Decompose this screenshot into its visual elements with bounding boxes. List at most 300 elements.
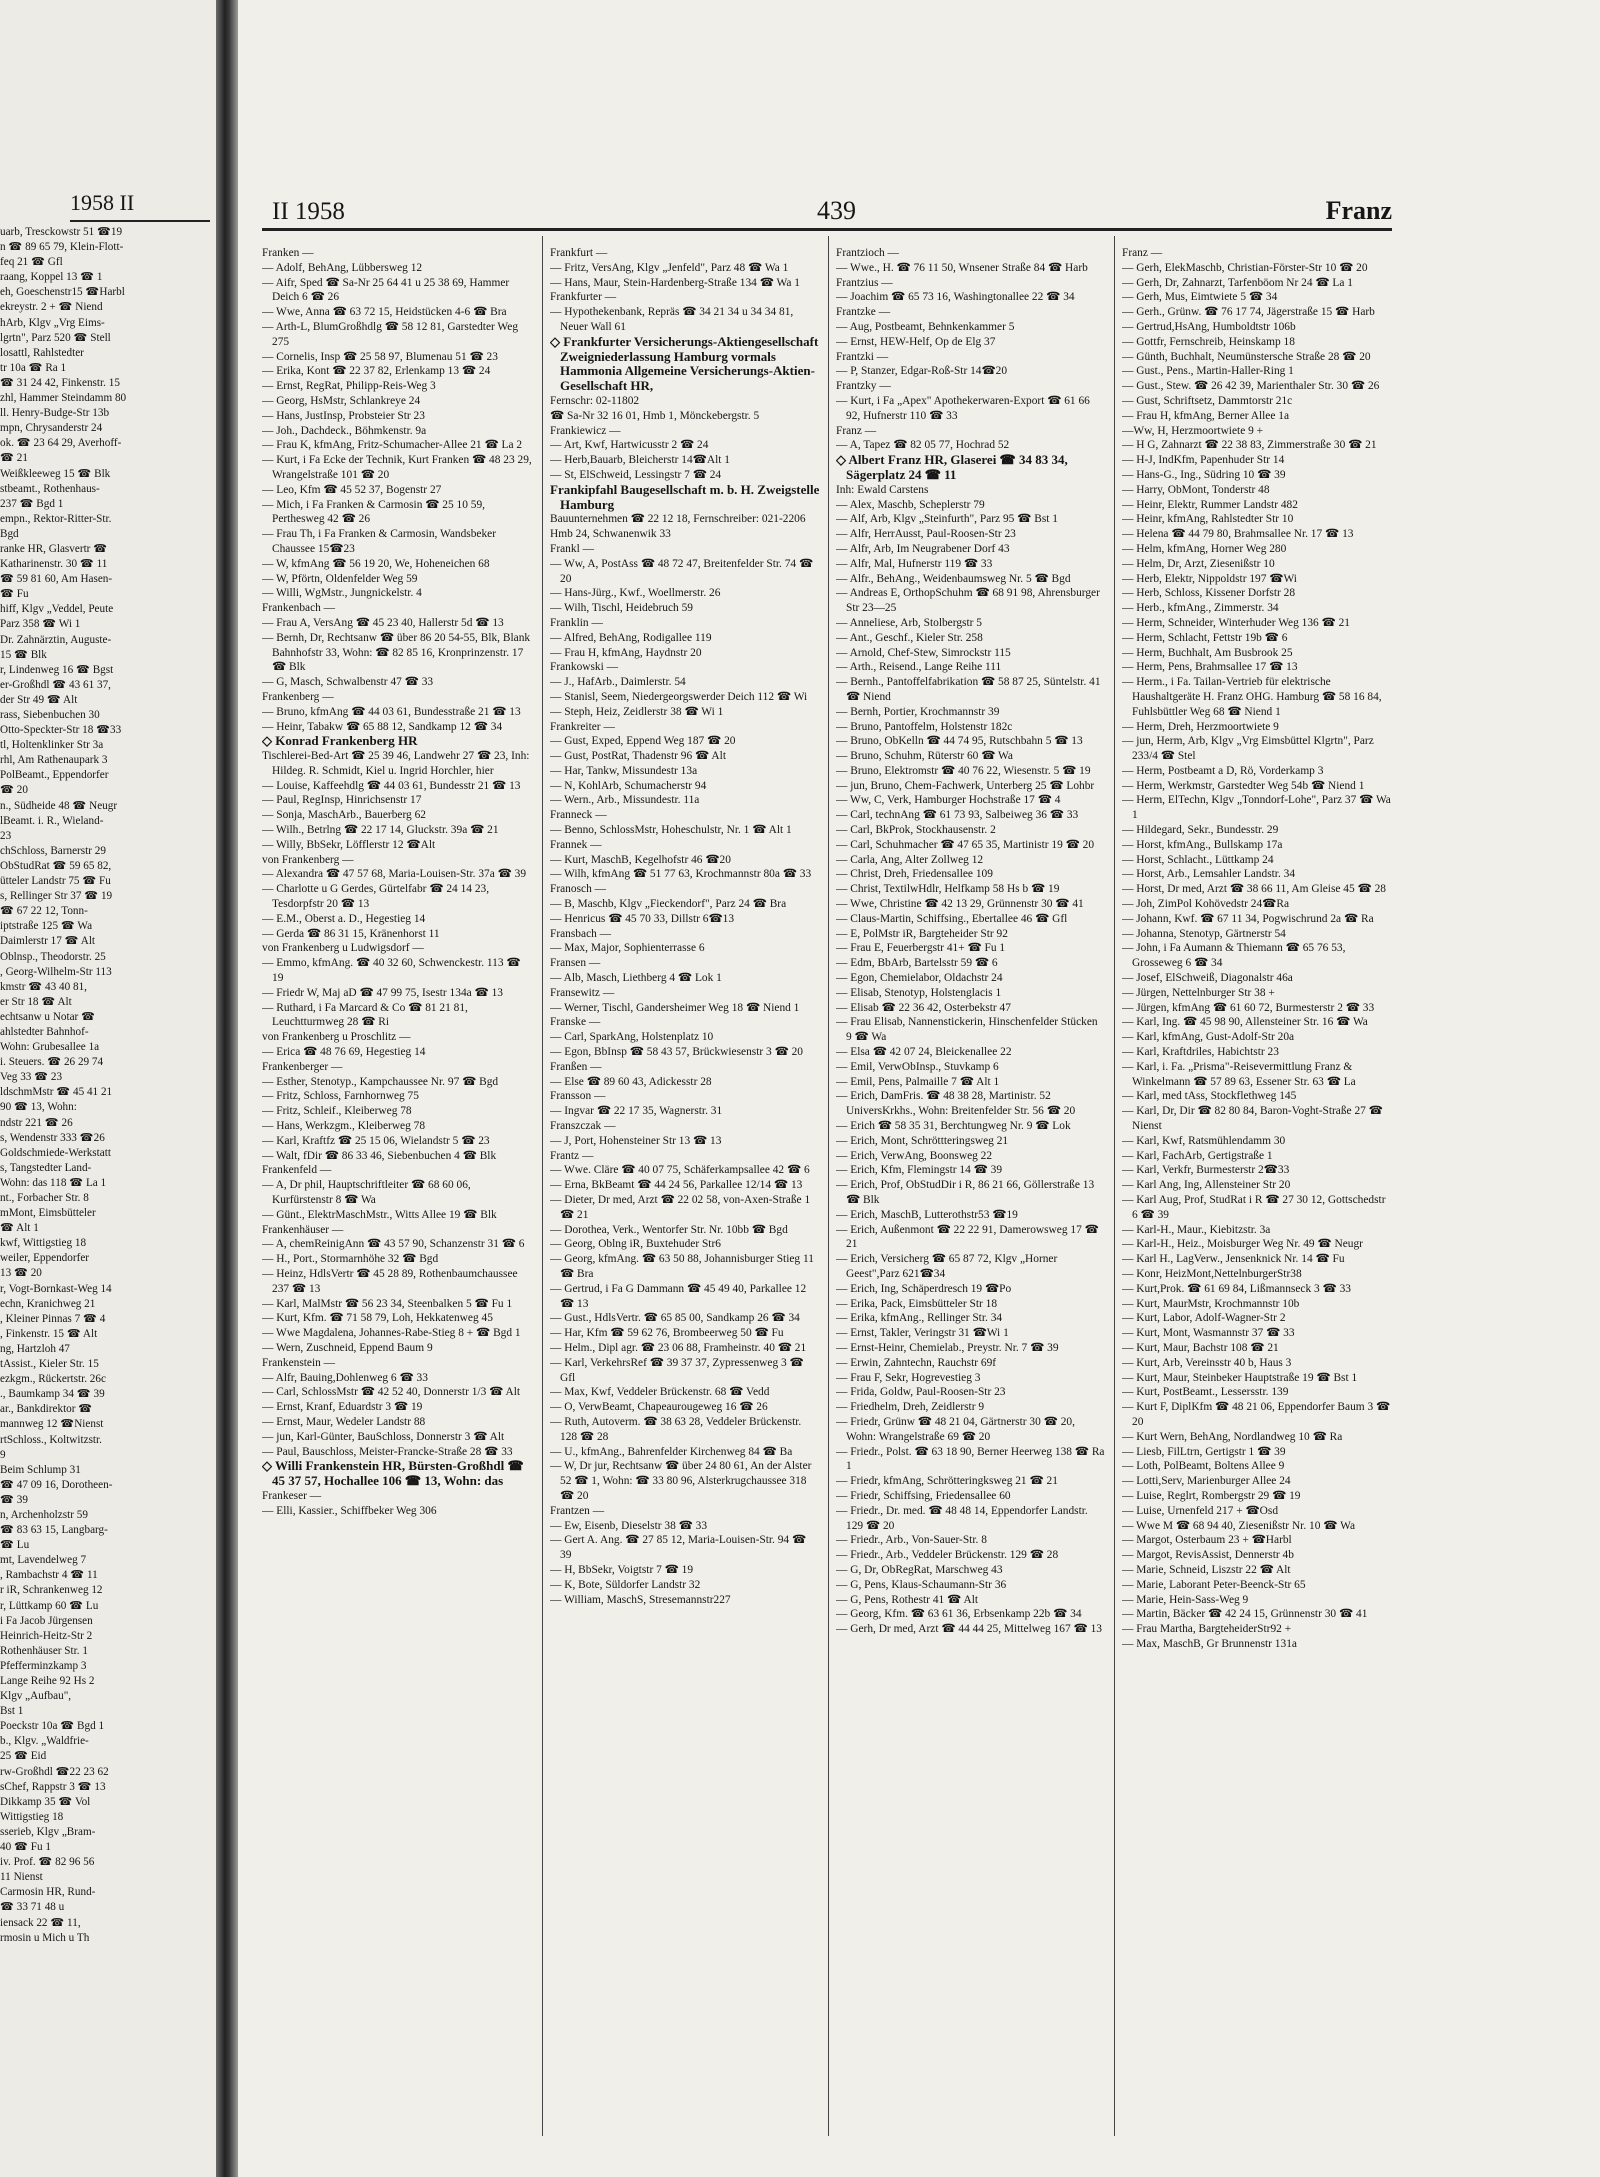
directory-entry: — Alfr, Bauing,Dohlenweg 6 ☎ 33 bbox=[262, 1371, 428, 1384]
left-page-line: n, Archenholzstr 59 bbox=[0, 1508, 88, 1521]
column-4 bbox=[1122, 246, 1392, 2146]
directory-entry: — Horst, kfmAng., Bullskamp 17a bbox=[1122, 838, 1283, 851]
left-page-line: ☎ 20 bbox=[0, 784, 28, 797]
left-page-line: tAssist., Kieler Str. 15 bbox=[0, 1358, 99, 1371]
directory-entry: — Frau F, Sekr, Hogrevestieg 3 bbox=[836, 1371, 981, 1384]
directory-entry: — Herm, Pens, Brahmsallee 17 ☎ 13 bbox=[1122, 661, 1298, 674]
directory-entry: — Fritz, Schloss, Farnhornweg 75 bbox=[262, 1090, 419, 1103]
directory-entry: — A, chemReinigAnn ☎ 43 57 90, Schanzenstr 31 ☎ 6 bbox=[262, 1238, 525, 1251]
directory-entry: — Margot, RevisAssist, Dennerstr 4b bbox=[1122, 1549, 1294, 1562]
directory-entry: Fransson — bbox=[550, 1090, 606, 1103]
directory-entry: — Kurt, Kfm. ☎ 71 58 79, Loh, Hekkatenweg 45 bbox=[262, 1312, 493, 1325]
left-page-line: sserieb, Klgv „Bram- bbox=[0, 1825, 96, 1838]
left-page-line: ll. Henry-Budge-Str 13b bbox=[0, 407, 110, 420]
directory-entry: — G, Dr, ObRegRat, Marschweg 43 bbox=[836, 1563, 1003, 1576]
left-page-line: ☎ 33 71 48 u bbox=[0, 1901, 65, 1914]
left-page-column bbox=[0, 225, 205, 1946]
left-page-line: weiler, Eppendorfer bbox=[0, 1252, 90, 1265]
left-page-line: ldschmMstr ☎ 45 41 21 bbox=[0, 1086, 113, 1099]
directory-entry: — Carl, BkProk, Stockhausenstr. 2 bbox=[836, 824, 996, 837]
directory-entry: — Ant., Geschf., Kieler Str. 258 bbox=[836, 631, 983, 644]
directory-entry: — Bernh., Pantoffelfabrikation ☎ 58 87 25, Süntelstr. 41 ☎ Niend bbox=[836, 676, 1101, 703]
directory-entry: — Alfr., BehAng., Weidenbaumsweg Nr. 5 ☎ Bgd bbox=[836, 572, 1071, 585]
left-page-line: ☎ 67 22 12, Tonn- bbox=[0, 905, 88, 918]
directory-entry: — Georg, HsMstr, Schlankreye 24 bbox=[262, 394, 421, 407]
directory-entry: — Else ☎ 89 60 43, Adickesstr 28 bbox=[550, 1075, 712, 1088]
directory-entry: — P, Stanzer, Edgar-Roß-Str 14☎20 bbox=[836, 365, 1008, 378]
directory-entry: — Friedr., Arb., Von-Sauer-Str. 8 bbox=[836, 1534, 987, 1547]
directory-entry: — Paul, Bauschloss, Meister-Francke-Straße 28 ☎ 33 bbox=[262, 1445, 513, 1458]
directory-entry: — Günt., ElektrMaschMstr., Witts Allee 19 ☎ Blk bbox=[262, 1208, 497, 1221]
directory-entry: — Herb,Bauarb, Bleicherstr 14☎Alt 1 bbox=[550, 454, 730, 467]
left-page-line: ., Baumkamp 34 ☎ 39 bbox=[0, 1388, 105, 1401]
left-page-line: ☎ 83 63 15, Langbarg- bbox=[0, 1524, 108, 1537]
directory-entry: — Frau Elisab, Nannenstickerin, Hinschenfelder Stücken 9 ☎ Wa bbox=[836, 1016, 1098, 1044]
directory-entry: — Herm, Werkmstr, Garstedter Weg 54b ☎ Niend 1 bbox=[1122, 779, 1365, 792]
directory-entry: — Hypothekenbank, Repräs ☎ 34 21 34 u 34 34 81, Neuer Wall 61 bbox=[550, 306, 794, 333]
directory-entry: Frankowski — bbox=[550, 661, 619, 674]
directory-entry: — Kurt, Arb, Vereinsstr 40 b, Haus 3 bbox=[1122, 1356, 1292, 1369]
directory-entry: — Gust., Pens., Martin-Haller-Ring 1 bbox=[1122, 365, 1294, 378]
directory-entry: — Alfred, BehAng, Rodigallee 119 bbox=[550, 631, 712, 644]
directory-entry: — Karl, med tAss, Stockflethweg 145 bbox=[1122, 1090, 1297, 1103]
directory-entry: — Bernh, Dr, Rechtsanw ☎ über 86 20 54-55, Blk, Blank Bahnhofstr 33, Wohn: ☎ 82 85 16, Kronprinzenstr. 17 ☎ Blk bbox=[262, 631, 531, 674]
directory-entry: — Dieter, Dr med, Arzt ☎ 22 02 58, von-Axen-Straße 1 ☎ 21 bbox=[550, 1194, 811, 1221]
directory-entry: — Marie, Hein-Sass-Weg 9 bbox=[1122, 1593, 1249, 1606]
header-keyword: Franz bbox=[1325, 196, 1392, 225]
directory-entry: — Joachim ☎ 65 73 16, Washingtonallee 22 ☎ 34 bbox=[836, 291, 1075, 304]
directory-entry: — Aug, Postbeamt, Behnkenkammer 5 bbox=[836, 320, 1015, 333]
directory-entry: — Lotti,Serv, Marienburger Allee 24 bbox=[1122, 1475, 1291, 1488]
left-page-line: ☎ Fu bbox=[0, 588, 29, 601]
directory-entry: — Walt, fDir ☎ 86 33 46, Siebenbuchen 4 ☎ Blk bbox=[262, 1149, 497, 1162]
directory-entry: — Esther, Stenotyp., Kampchaussee Nr. 97 ☎ Bgd bbox=[262, 1075, 499, 1088]
directory-entry: — William, MaschS, Stresemannstr227 bbox=[550, 1593, 731, 1606]
left-page-line: hArb, Klgv „Vrg Eims- bbox=[0, 316, 105, 329]
left-page-line: 90 ☎ 13, Wohn: bbox=[0, 1101, 77, 1114]
directory-entry: — Erich, Kfm, Flemingstr 14 ☎ 39 bbox=[836, 1164, 1003, 1177]
directory-entry: — G, Masch, Schwalbenstr 47 ☎ 33 bbox=[262, 676, 434, 689]
directory-entry: — Elisab, Stenotyp, Holstenglacis 1 bbox=[836, 986, 1002, 999]
directory-entry: — Horst, Arb., Lemsahler Landstr. 34 bbox=[1122, 868, 1296, 881]
directory-entry: Frankiewicz — bbox=[550, 424, 621, 437]
directory-entry: Frankenbach — bbox=[262, 602, 336, 615]
directory-entry: —Ww, H, Herzmoortwiete 9 + bbox=[1122, 424, 1264, 437]
left-page-line: Carmosin HR, Rund- bbox=[0, 1886, 96, 1899]
directory-entry: — Karl, Dr, Dir ☎ 82 80 84, Baron-Voght-Straße 27 ☎ Nienst bbox=[1122, 1105, 1383, 1133]
left-page-line: Rothenhäuser Str. 1 bbox=[0, 1644, 88, 1657]
directory-entry: — Friedr W, Maj aD ☎ 47 99 75, Isestr 134a ☎ 13 bbox=[262, 986, 503, 999]
directory-entry: — Carl, Schuhmacher ☎ 47 65 35, Martinistr 19 ☎ 20 bbox=[836, 838, 1095, 851]
directory-entry: — Friedr., Dr. med. ☎ 48 48 14, Eppendorfer Landstr. 129 ☎ 20 bbox=[836, 1504, 1088, 1532]
left-page-line: empn., Rektor-Ritter-Str. bbox=[0, 512, 112, 525]
directory-entry: — Fritz, VersAng, Klgv „Jenfeld", Parz 48 ☎ Wa 1 bbox=[550, 261, 789, 274]
directory-entry: — Jürgen, kfmAng ☎ 61 60 72, Burmesterstr 2 ☎ 33 bbox=[1122, 1001, 1375, 1014]
left-page-line: ekreystr. 2 + ☎ Niend bbox=[0, 301, 103, 314]
left-page-line: s, Tangstedter Land- bbox=[0, 1161, 92, 1174]
left-page bbox=[0, 0, 216, 2177]
left-page-line: Daimlerstr 17 ☎ Alt bbox=[0, 935, 96, 948]
directory-entry: — Horst, Dr med, Arzt ☎ 38 66 11, Am Gleise 45 ☎ 28 bbox=[1122, 883, 1386, 896]
page-number: 439 bbox=[817, 196, 856, 225]
left-page-line: ndstr 221 ☎ 26 bbox=[0, 1116, 73, 1129]
left-page-line: ☎ 31 24 42, Finkenstr. 15 bbox=[0, 376, 120, 389]
book-gutter bbox=[216, 0, 238, 2177]
directory-entry: — Wwe Magdalena, Johannes-Rabe-Stieg 8 + ☎ Bgd 1 bbox=[262, 1327, 521, 1340]
left-page-line: n ☎ 89 65 79, Klein-Flott- bbox=[0, 241, 124, 254]
directory-entry: — Herb, Schloss, Kissener Dorfstr 28 bbox=[1122, 587, 1296, 600]
directory-entry: — Sonja, MaschArb., Bauerberg 62 bbox=[262, 809, 426, 822]
left-page-line: 15 ☎ Blk bbox=[0, 648, 47, 661]
left-page-line: Goldschmiede-Werkstatt bbox=[0, 1146, 111, 1159]
directory-entry: Tischlerei-Bed-Art ☎ 25 39 46, Landwehr 27 ☎ 23, Inh: Hildeg. R. Schmidt, Kiel u. Ingrid Horchler, hier bbox=[262, 750, 530, 777]
directory-entry: — Liesb, FilLtrn, Gertigstr 1 ☎ 39 bbox=[1122, 1445, 1286, 1458]
directory-entry: — B, Maschb, Klgv „Fieckendorf", Parz 24 ☎ Bra bbox=[550, 898, 787, 911]
left-page-line: 13 ☎ 20 bbox=[0, 1267, 42, 1280]
left-page-line: rmosin u Mich u Th bbox=[0, 1931, 90, 1944]
directory-entry: — Ruth, Autoverm. ☎ 38 63 28, Veddeler Brückenstr. 128 ☎ 28 bbox=[550, 1415, 802, 1443]
left-page-line: nt., Forbacher Str. 8 bbox=[0, 1192, 89, 1204]
directory-entry: — Ernst-Heinr, Chemielab., Preystr. Nr. 7 ☎ 39 bbox=[836, 1341, 1059, 1354]
left-page-line: Bgd bbox=[0, 527, 19, 540]
directory-entry: — Luise, Reglrt, Rombergstr 29 ☎ 19 bbox=[1122, 1489, 1301, 1502]
directory-entry: — G, Pens, Rothestr 41 ☎ Alt bbox=[836, 1593, 979, 1606]
directory-entry: Fransbach — bbox=[550, 927, 612, 940]
directory-entry: — Kurt F, DiplKfm ☎ 48 21 06, Eppendorfer Baum 3 ☎ 20 bbox=[1122, 1401, 1391, 1428]
directory-entry: — N, KohlArb, Schumacherstr 94 bbox=[550, 779, 707, 792]
directory-entry: — Karl, Kraftfz ☎ 25 15 06, Wielandstr 5 ☎ 23 bbox=[262, 1134, 490, 1147]
directory-entry: — Loth, PolBeamt, Boltens Allee 9 bbox=[1122, 1460, 1285, 1473]
directory-entry: — Gottfr, Fernschreib, Heinskamp 18 bbox=[1122, 335, 1295, 348]
directory-entry: — jun, Bruno, Chem-Fachwerk, Unterberg 25 ☎ Lohbr bbox=[836, 779, 1095, 792]
directory-entry: Frantzen — bbox=[550, 1504, 605, 1517]
left-page-line: 40 ☎ Fu 1 bbox=[0, 1841, 51, 1854]
left-page-line: 9 bbox=[0, 1448, 6, 1461]
directory-entry: — Kurt,Prok. ☎ 61 69 84, Lißmannseck 3 ☎ 33 bbox=[1122, 1282, 1351, 1295]
directory-entry: Frankenhäuser — bbox=[262, 1223, 344, 1236]
directory-entry: — Frau Th, i Fa Franken & Carmosin, Wandsbeker Chaussee 15☎23 bbox=[262, 528, 497, 555]
left-page-line: Dikkamp 35 ☎ Vol bbox=[0, 1795, 91, 1808]
directory-entry: — Kurt, PostBeamt., Lessersstr. 139 bbox=[1122, 1386, 1289, 1399]
directory-entry: — Arnold, Chef-Stew, Simrockstr 115 bbox=[836, 646, 1011, 659]
left-page-line: r, Lindenweg 16 ☎ Bgst bbox=[0, 663, 114, 676]
directory-entry: Fernschr: 02-11802 bbox=[550, 394, 640, 407]
directory-entry: Frantzius — bbox=[836, 276, 893, 289]
left-page-line: losattl, Rahlstedter bbox=[0, 346, 84, 359]
left-page-line: ObStudRat ☎ 59 65 82, bbox=[0, 859, 112, 872]
left-page-line: ☎ 47 09 16, Dorotheen- bbox=[0, 1478, 113, 1491]
directory-entry: — Johanna, Stenotyp, Gärtnerstr 54 bbox=[1122, 927, 1286, 940]
directory-entry: — Erich, Prof, ObStudDir i R, 86 21 66, Göllerstraße 13 ☎ Blk bbox=[836, 1179, 1095, 1206]
directory-entry: ◇ Willi Frankenstein HR, Bürsten-Großhdl ☎ 45 37 57, Hochallee 106 ☎ 13, Wohn: das bbox=[262, 1458, 524, 1489]
directory-entry: — Karl Aug, Prof, StudRat i R ☎ 27 30 12, Gottschedstr 6 ☎ 39 bbox=[1122, 1194, 1386, 1221]
directory-entry: — Willy, BbSekr, Löfflerstr 12 ☎Alt bbox=[262, 838, 436, 851]
directory-entry: Franßen — bbox=[550, 1060, 602, 1073]
directory-entry: — Ernst, RegRat, Philipp-Reis-Weg 3 bbox=[262, 380, 436, 393]
directory-entry: — Harry, ObMont, Tonderstr 48 bbox=[1122, 483, 1270, 496]
directory-entry: — Herm, Schneider, Winterhuder Weg 136 ☎ 21 bbox=[1122, 616, 1350, 629]
directory-entry: — Heinz, HdlsVertr ☎ 45 28 89, Rothenbaumchaussee 237 ☎ 13 bbox=[262, 1267, 518, 1295]
directory-entry: — Egon, Chemielabor, Oldachstr 24 bbox=[836, 972, 1003, 985]
directory-entry: — Gerh, Mus, Eimtwiete 5 ☎ 34 bbox=[1122, 291, 1278, 304]
directory-entry: — Wwe. Cläre ☎ 40 07 75, Schäferkampsallee 42 ☎ 6 bbox=[550, 1164, 810, 1177]
left-page-line: , Rambachstr 4 ☎ 11 bbox=[0, 1569, 98, 1582]
directory-entry: — Wern., Arb., Missundestr. 11a bbox=[550, 794, 700, 807]
directory-entry: — Adolf, BehAng, Lübbersweg 12 bbox=[262, 261, 423, 274]
directory-entry: — Bruno, Schuhm, Rüterstr 60 ☎ Wa bbox=[836, 750, 1013, 763]
left-page-line: s, Wendenstr 333 ☎26 bbox=[0, 1131, 105, 1144]
directory-entry: Frantz — bbox=[550, 1149, 594, 1162]
directory-entry: — Wwe, Anna ☎ 63 72 15, Heidstücken 4-6 ☎ Bra bbox=[262, 306, 507, 319]
directory-entry: Frannek — bbox=[550, 838, 602, 851]
directory-entry: — Friedr, kfmAng, Schrötteringksweg 21 ☎ 21 bbox=[836, 1475, 1058, 1488]
directory-entry: — Herb., kfmAng., Zimmerstr. 34 bbox=[1122, 602, 1279, 615]
directory-entry: — Herm, Schlacht, Fettstr 19b ☎ 6 bbox=[1122, 631, 1288, 644]
directory-entry: — Kurt, i Fa Ecke der Technik, Kurt Franken ☎ 48 23 29, Wrangelstraße 101 ☎ 20 bbox=[262, 454, 532, 481]
directory-entry: — Karl, VerkehrsRef ☎ 39 37 37, Zypressenweg 3 ☎ Gfl bbox=[550, 1356, 804, 1384]
directory-entry: — Louise, Kaffeehdlg ☎ 44 03 61, Bundesstr 21 ☎ 13 bbox=[262, 779, 521, 792]
left-page-line: ☎ Lu bbox=[0, 1539, 30, 1552]
directory-entry: — Bruno, kfmAng ☎ 44 03 61, Bundesstraße 21 ☎ 13 bbox=[262, 705, 521, 718]
directory-entry: — Johann, Kwf. ☎ 67 11 34, Pogwischrund 2a ☎ Ra bbox=[1122, 912, 1374, 925]
directory-entry: — Frida, Goldw, Paul-Roosen-Str 23 bbox=[836, 1386, 1006, 1399]
column-divider bbox=[1114, 236, 1115, 2136]
left-page-line: ar., Bankdirektor ☎ bbox=[0, 1403, 93, 1416]
directory-entry: — Max, Major, Sophienterrasse 6 bbox=[550, 942, 705, 955]
directory-entry: Fransen — bbox=[550, 957, 601, 970]
left-page-line: Wittigstieg 18 bbox=[0, 1810, 64, 1823]
directory-entry: — Max, MaschB, Gr Brunnenstr 131a bbox=[1122, 1637, 1297, 1650]
left-page-line: r, Lüttkamp 60 ☎ Lu bbox=[0, 1599, 99, 1612]
directory-entry: — W, Pförtn, Oldenfelder Weg 59 bbox=[262, 572, 418, 585]
left-page-line: iensack 22 ☎ 11, bbox=[0, 1916, 81, 1929]
directory-entry: — Alfr, Arb, Im Neugrabener Dorf 43 bbox=[836, 542, 1010, 555]
left-page-line: echn, Kranichweg 21 bbox=[0, 1297, 96, 1310]
directory-entry: — Bruno, ObKelln ☎ 44 74 95, Rutschbahn 5 ☎ 13 bbox=[836, 735, 1083, 748]
directory-entry: ◇ Albert Franz HR, Glaserei ☎ 34 83 34, Sägerplatz 24 ☎ 11 bbox=[836, 452, 1068, 482]
left-page-line: uarb, Tresckowstr 51 ☎19 bbox=[0, 226, 123, 238]
left-page-line: hiff, Klgv „Veddel, Peute bbox=[0, 603, 114, 616]
left-page-line: b., Klgv. „Waldfrie- bbox=[0, 1735, 89, 1748]
directory-entry: — Egon, BbInsp ☎ 58 43 57, Brückwiesenstr 3 ☎ 20 bbox=[550, 1046, 804, 1059]
directory-entry: — Helm, Dr, Arzt, Ziesenißstr 10 bbox=[1122, 557, 1275, 570]
directory-entry: Frankenfeld — bbox=[262, 1164, 332, 1177]
directory-entry: — Carl, SparkAng, Holstenplatz 10 bbox=[550, 1031, 714, 1044]
directory-entry: — Wwe M ☎ 68 94 40, Ziesenißstr Nr. 10 ☎ Wa bbox=[1122, 1519, 1355, 1532]
directory-entry: — Erna, BkBeamt ☎ 44 24 56, Parkallee 12/14 ☎ 13 bbox=[550, 1179, 803, 1192]
directory-entry: — Carl, SchlossMstr ☎ 42 52 40, Donnerstr 1/3 ☎ Alt bbox=[262, 1386, 521, 1399]
directory-entry: — Heinr, Tabakw ☎ 65 88 12, Sandkamp 12 ☎ 34 bbox=[262, 720, 503, 733]
directory-entry: — Andreas E, OrthopSchuhm ☎ 68 91 98, Ahrensburger Str 23—25 bbox=[836, 587, 1100, 615]
directory-entry: Frantzioch — bbox=[836, 247, 899, 259]
directory-entry: — Hans, Werkzgm., Kleiberweg 78 bbox=[262, 1120, 426, 1133]
directory-entry: — Gust, Schriftsetz, Dammtorstr 21c bbox=[1122, 394, 1293, 407]
directory-entry: — Frau Martha, BargteheiderStr92 + bbox=[1122, 1623, 1292, 1636]
directory-entry: — Horst, Schlacht., Lüttkamp 24 bbox=[1122, 853, 1274, 866]
directory-entry: — Herm, Buchhalt, Am Busbrook 25 bbox=[1122, 646, 1293, 659]
directory-entry: — J., HafArb., Daimlerstr. 54 bbox=[550, 676, 686, 689]
directory-entry: — Heinr, Elektr, Rummer Landstr 482 bbox=[1122, 498, 1298, 511]
directory-entry: — Heinr, kfmAng, Rahlstedter Str 10 bbox=[1122, 513, 1294, 526]
left-page-line: rhl, Am Rathenaupark 3 bbox=[0, 754, 108, 767]
directory-entry: — Kurt, Mont, Wasmannstr 37 ☎ 33 bbox=[1122, 1327, 1295, 1340]
directory-entry: — Wwe, Christine ☎ 42 13 29, Grünnenstr 30 ☎ 41 bbox=[836, 898, 1084, 911]
directory-entry: — Dorothea, Verk., Wentorfer Str. Nr. 10bb ☎ Bgd bbox=[550, 1223, 788, 1236]
directory-entry: — Friedr, Grünw ☎ 48 21 04, Gärtnerstr 30 ☎ 20, Wohn: Wrangelstraße 69 ☎ 20 bbox=[836, 1415, 1075, 1443]
directory-entry: — Henricus ☎ 45 70 33, Dillstr 6☎13 bbox=[550, 912, 735, 925]
directory-entry: — Frau A, VersAng ☎ 45 23 40, Hallerstr 5d ☎ 13 bbox=[262, 616, 504, 629]
directory-entry: — Frau K, kfmAng, Fritz-Schumacher-Allee 21 ☎ La 2 bbox=[262, 439, 523, 452]
left-page-line: Katharinenstr. 30 ☎ 11 bbox=[0, 558, 108, 571]
directory-entry: — Herb, Elektr, Nippoldstr 197 ☎Wi bbox=[1122, 572, 1297, 585]
directory-entry: — Helm, kfmAng, Horner Weg 280 bbox=[1122, 542, 1287, 555]
directory-entry: — Luise, Urnenfeld 217 + ☎Osd bbox=[1122, 1504, 1279, 1517]
directory-entry: — Karl, Kwf, Ratsmühlendamm 30 bbox=[1122, 1134, 1286, 1147]
directory-entry: Fransewitz — bbox=[550, 986, 615, 999]
directory-entry: — Ww, A, PostAss ☎ 48 72 47, Breitenfelder Str. 74 ☎ 20 bbox=[550, 557, 814, 585]
directory-entry: — H., Port., Stormarnhöhe 32 ☎ Bgd bbox=[262, 1253, 439, 1266]
left-page-line: Oblnsp., Theodorstr. 25 bbox=[0, 950, 106, 963]
column-1 bbox=[262, 246, 532, 2146]
directory-entry: — Kurt, Maur, Steinbeker Hauptstraße 19 ☎ Bst 1 bbox=[1122, 1371, 1358, 1384]
directory-entry: — Hildegard, Sekr., Bundesstr. 29 bbox=[1122, 824, 1279, 837]
left-page-line: Poeckstr 10a ☎ Bgd 1 bbox=[0, 1720, 105, 1733]
directory-entry: — Georg, Oblng iR, Buxtehuder Str6 bbox=[550, 1238, 721, 1251]
directory-entry: — Karl, Ing. ☎ 45 98 90, Allensteiner Str. 16 ☎ Wa bbox=[1122, 1016, 1368, 1029]
directory-entry: — Georg, kfmAng. ☎ 63 50 88, Johannisburger Stieg 11 ☎ Bra bbox=[550, 1253, 814, 1280]
directory-entry: — St, ElSchweid, Lessingstr 7 ☎ 24 bbox=[550, 468, 722, 481]
directory-entry: — Marie, Schneid, Liszstr 22 ☎ Alt bbox=[1122, 1563, 1291, 1576]
directory-entry: — Mich, i Fa Franken & Carmosin ☎ 25 10 59, Perthesweg 42 ☎ 26 bbox=[262, 498, 486, 526]
directory-entry: — Cornelis, Insp ☎ 25 58 97, Blumenau 51 ☎ 23 bbox=[262, 350, 498, 363]
directory-entry: von Frankenberg u Ludwigsdorf — bbox=[262, 942, 424, 955]
directory-entry: — Herm, ElTechn, Klgv „Tonndorf-Lohe", Parz 37 ☎ Wa 1 bbox=[1122, 794, 1391, 822]
directory-entry: — Erich, Ing, Schäperdresch 19 ☎Po bbox=[836, 1282, 1012, 1295]
directory-entry: — Wilh, Tischl, Heidebruch 59 bbox=[550, 602, 693, 615]
directory-entry: — Gertrud,HsAng, Humboldtstr 106b bbox=[1122, 320, 1296, 333]
directory-entry: Franken — bbox=[262, 247, 314, 259]
directory-entry: — Ingvar ☎ 22 17 35, Wagnerstr. 31 bbox=[550, 1105, 723, 1118]
left-page-line: Lange Reihe 92 Hs 2 bbox=[0, 1675, 95, 1687]
directory-entry: — Erich, MaschB, Lutterothstr53 ☎19 bbox=[836, 1208, 1018, 1221]
directory-entry: — Alex, Maschb, Scheplerstr 79 bbox=[836, 498, 985, 511]
directory-entry: — Ruthard, i Fa Marcard & Co ☎ 81 21 81, Leuchtturmweg 28 ☎ Ri bbox=[262, 1001, 468, 1029]
directory-entry: Hmb 24, Schwanenwik 33 bbox=[550, 528, 671, 541]
directory-entry: — Friedhelm, Dreh, Zeidlerstr 9 bbox=[836, 1401, 985, 1414]
left-page-line: zhl, Hammer Steindamm 80 bbox=[0, 392, 127, 405]
directory-entry: Frankfurter — bbox=[550, 291, 617, 304]
directory-entry: — Bernh, Portier, Krochmannstr 39 bbox=[836, 705, 1000, 718]
directory-entry: — Benno, SchlossMstr, Hoheschulstr, Nr. 1 ☎ Alt 1 bbox=[550, 824, 792, 837]
directory-entry: — Frau H, kfmAng, Haydnstr 20 bbox=[550, 646, 702, 659]
directory-entry: — Erich, DamFris. ☎ 48 38 28, Martinistr. 52 UniversKrkhs., Wohn: Breitenfelder Str. 56 ☎ 20 bbox=[836, 1090, 1076, 1118]
directory-page bbox=[262, 180, 1392, 2140]
left-page-line: ☎ 39 bbox=[0, 1493, 28, 1506]
left-page-line: chSchloss, Barnerstr 29 bbox=[0, 844, 106, 857]
left-page-line: Dr. Zahnärztin, Auguste- bbox=[0, 633, 112, 646]
left-page-line: mt, Lavendelweg 7 bbox=[0, 1554, 87, 1567]
directory-entry: — Gust., HdlsVertr. ☎ 65 85 00, Sandkamp 26 ☎ 34 bbox=[550, 1312, 800, 1325]
left-page-line: PolBeamt., Eppendorfer bbox=[0, 769, 109, 782]
directory-entry: — Frau H, kfmAng, Berner Allee 1a bbox=[1122, 409, 1290, 422]
directory-entry: — Hans, JustInsp, Probsteier Str 23 bbox=[262, 409, 425, 422]
directory-entry: — Kurt, Labor, Adolf-Wagner-Str 2 bbox=[1122, 1312, 1286, 1325]
directory-entry: — Karl, kfmAng, Gust-Adolf-Str 20a bbox=[1122, 1031, 1295, 1044]
directory-entry: Inh: Ewald Carstens bbox=[836, 483, 929, 496]
directory-entry: — H G, Zahnarzt ☎ 22 38 83, Zimmerstraße 30 ☎ 21 bbox=[1122, 439, 1377, 452]
left-page-line: r iR, Schrankenweg 12 bbox=[0, 1584, 103, 1597]
directory-entry: — E.M., Oberst a. D., Hegestieg 14 bbox=[262, 912, 426, 925]
directory-entry: — Wwe., H. ☎ 76 11 50, Wnsener Straße 84 ☎ Harb bbox=[836, 261, 1088, 274]
left-page-line: kwf, Wittigstieg 18 bbox=[0, 1237, 87, 1250]
directory-entry: — A, Tapez ☎ 82 05 77, Hochrad 52 bbox=[836, 439, 1010, 452]
left-page-line: Wohn: Grubesallee 1a bbox=[0, 1041, 100, 1054]
directory-entry: — Werner, Tischl, Gandersheimer Weg 18 ☎ Niend 1 bbox=[550, 1001, 800, 1014]
left-page-line: ng, Hartzloh 47 bbox=[0, 1342, 70, 1355]
directory-entry: Frankenberg — bbox=[262, 690, 334, 703]
left-page-line: 23 bbox=[0, 829, 12, 842]
left-page-line: rass, Siebenbuchen 30 bbox=[0, 709, 100, 721]
directory-entry: Frankfurt — bbox=[550, 247, 608, 259]
left-page-line: sChef, Rappstr 3 ☎ 13 bbox=[0, 1780, 106, 1793]
directory-entry: — Kurt, i Fa „Apex" Apothekerwaren-Export ☎ 61 66 92, Hufnerstr 110 ☎ 33 bbox=[836, 394, 1090, 422]
directory-entry: — Wilh, kfmAng ☎ 51 77 63, Krochmannstr 80a ☎ 33 bbox=[550, 868, 812, 881]
left-page-line: i. Steuers. ☎ 26 29 74 bbox=[0, 1056, 104, 1069]
directory-entry: Frankenstein — bbox=[262, 1356, 336, 1369]
left-page-line: n., Südheide 48 ☎ Neugr bbox=[0, 799, 118, 812]
left-page-line: 11 Nienst bbox=[0, 1871, 43, 1884]
directory-entry: — Hans-Jürg., Kwf., Woellmerstr. 26 bbox=[550, 587, 721, 600]
directory-entry: — E, PolMstr iR, Bargteheider Str 92 bbox=[836, 927, 1008, 940]
left-page-line: ☎ 59 81 60, Am Hasen- bbox=[0, 573, 113, 586]
directory-entry: — Carl, technAng ☎ 61 73 93, Salbeiweg 36 ☎ 33 bbox=[836, 809, 1079, 822]
directory-entry: — Stanisl, Seem, Niedergeorgswerder Deich 112 ☎ Wi bbox=[550, 690, 808, 703]
directory-entry: — Gust, PostRat, Thadenstr 96 ☎ Alt bbox=[550, 750, 726, 763]
directory-entry: — Herm, Postbeamt a D, Rö, Vorderkamp 3 bbox=[1122, 764, 1324, 777]
directory-entry: — Gerh, Dr, Zahnarzt, Tarfenböom Nr 24 ☎ La 1 bbox=[1122, 276, 1353, 289]
directory-entry: — Bruno, Pantoffelm, Holstenstr 182c bbox=[836, 720, 1013, 733]
directory-entry: — Herm., i Fa. Tailan-Vertrieb für elektrische Haushaltgeräte H. Franz OHG. Hamburg ☎ 58 16 84, Fuhlsbüttler Weg 68 ☎ Niend 1 bbox=[1122, 676, 1382, 718]
directory-entry: — Arth., Reisend., Lange Reihe 111 bbox=[836, 661, 1002, 674]
directory-entry: — Elisab ☎ 22 36 42, Osterbekstr 47 bbox=[836, 1001, 1011, 1014]
directory-entry: — Gert A. Ang. ☎ 27 85 12, Maria-Louisen-Str. 94 ☎ 39 bbox=[550, 1534, 807, 1562]
left-page-line: , Finkenstr. 15 ☎ Alt bbox=[0, 1327, 98, 1340]
directory-entry: — Kurt Wern, BehAng, Nordlandweg 10 ☎ Ra bbox=[1122, 1430, 1343, 1443]
directory-entry: Frantzky — bbox=[836, 380, 891, 393]
directory-entry: — Erich, Mont, Schröttteringsweg 21 bbox=[836, 1134, 1009, 1147]
directory-entry: — Bruno, Elektromstr ☎ 40 76 22, Wiesenstr. 5 ☎ 19 bbox=[836, 764, 1091, 777]
left-page-line: stbeamt., Rothenhaus- bbox=[0, 482, 100, 495]
directory-entry: — Wilh., Betrlng ☎ 22 17 14, Gluckstr. 39a ☎ 21 bbox=[262, 824, 499, 837]
directory-entry: — Josef, ElSchweiß, Diagonalstr 46a bbox=[1122, 972, 1293, 985]
directory-entry: — Erich ☎ 58 35 31, Berchtungweg Nr. 9 ☎ Lok bbox=[836, 1120, 1071, 1133]
directory-entry: — Erich, Versicherg ☎ 65 87 72, Klgv „Horner Geest",Parz 621☎34 bbox=[836, 1253, 1058, 1280]
directory-entry: — Helm., Dipl agr. ☎ 23 06 88, Framheinstr. 40 ☎ 21 bbox=[550, 1341, 807, 1354]
header-year: II 1958 bbox=[272, 198, 345, 225]
left-page-line: r, Vogt-Bornkast-Weg 14 bbox=[0, 1282, 112, 1295]
directory-entry: — Har, Tankw, Missundestr 13a bbox=[550, 764, 698, 777]
directory-entry: — O, VerwBeamt, Chapeaurougeweg 16 ☎ 26 bbox=[550, 1401, 768, 1414]
directory-entry: — Ernst, Takler, Veringstr 31 ☎Wi 1 bbox=[836, 1327, 1009, 1340]
directory-entry: — H, BbSekr, Voigtstr 7 ☎ 19 bbox=[550, 1563, 694, 1576]
left-page-line: , Kleiner Pinnas 7 ☎ 4 bbox=[0, 1312, 106, 1325]
column-divider bbox=[828, 236, 829, 2136]
left-page-line: Beim Schlump 31 bbox=[0, 1463, 81, 1476]
column-3 bbox=[836, 246, 1106, 2146]
left-page-line: s, Rellinger Str 37 ☎ 19 bbox=[0, 890, 113, 903]
left-page-line: echtsanw u Notar ☎ bbox=[0, 1010, 96, 1023]
directory-entry: — Karl, Verkfr, Burmesterstr 2☎33 bbox=[1122, 1164, 1290, 1177]
